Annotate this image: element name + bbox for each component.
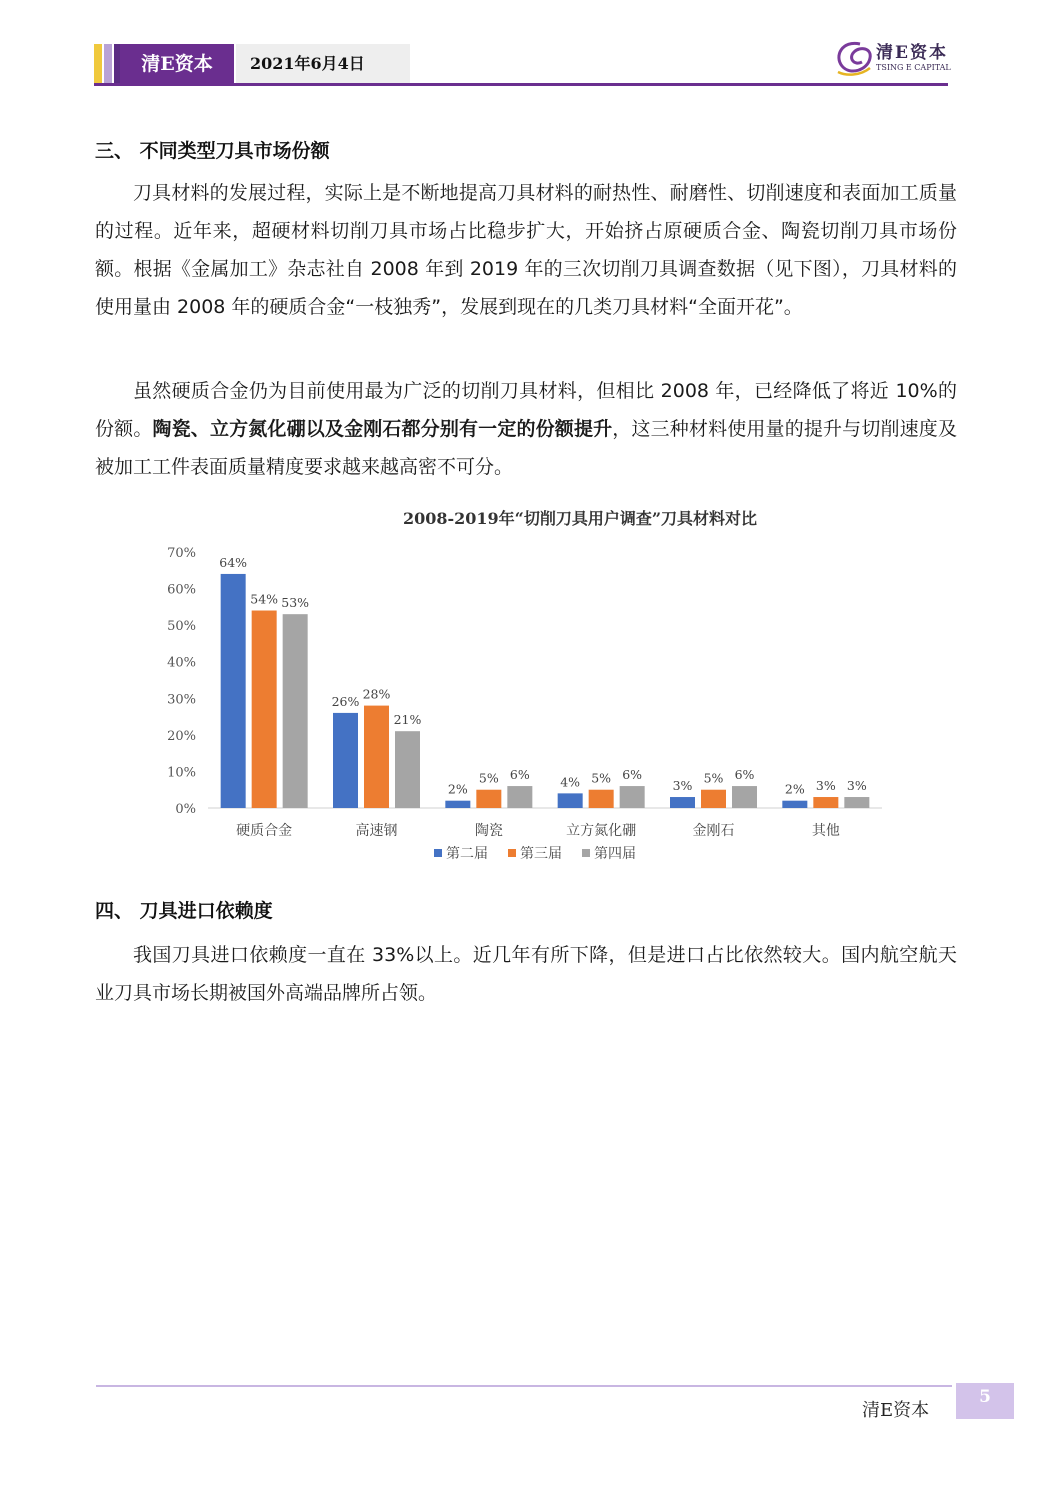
bar bbox=[333, 713, 358, 808]
header-brand: 清E资本 bbox=[120, 44, 234, 84]
y-tick-label: 60% bbox=[167, 582, 196, 598]
bar bbox=[589, 790, 614, 808]
logo-swirl-icon bbox=[830, 36, 876, 78]
legend-swatch bbox=[508, 849, 516, 857]
header-stripe-lavender bbox=[104, 44, 112, 84]
bar bbox=[670, 797, 695, 808]
legend-label: 第二届 bbox=[446, 846, 488, 862]
bar bbox=[445, 801, 470, 808]
bar bbox=[252, 611, 277, 808]
bar-value-label: 2% bbox=[447, 781, 468, 797]
x-category-label: 立方氮化硼 bbox=[566, 823, 637, 839]
bar-value-label: 5% bbox=[703, 770, 724, 786]
bar-value-label: 5% bbox=[478, 770, 499, 786]
bar bbox=[221, 574, 246, 808]
y-tick-label: 30% bbox=[167, 692, 196, 708]
footer-divider bbox=[96, 1385, 952, 1387]
legend-label: 第三届 bbox=[520, 846, 562, 862]
bar-value-label: 4% bbox=[560, 774, 581, 790]
header-divider bbox=[94, 83, 948, 86]
bar bbox=[283, 614, 308, 808]
bar-value-label: 28% bbox=[362, 686, 391, 702]
header-stripe-yellow bbox=[94, 44, 102, 84]
paragraph-text: 虽然硬质合金仍为目前使用最为广泛的切削刀具材料，但相比 2008 年，已经降低了将近 10%的份额。 bbox=[95, 380, 957, 440]
paragraph-import-dependency: 我国刀具进口依赖度一直在 33%以上。近几年有所下降，但是进口占比依然较大。国内航空航天业刀具市场长期被国外高端品牌所占领。 bbox=[95, 944, 957, 1004]
y-tick-label: 50% bbox=[167, 619, 196, 635]
logo-text-cn: 清E资本 bbox=[876, 43, 948, 63]
logo-text-en: TSING E CAPITAL bbox=[876, 63, 951, 72]
y-tick-label: 70% bbox=[167, 546, 196, 561]
section-heading-market-share: 三、 不同类型刀具市场份额 bbox=[95, 140, 330, 162]
bar-value-label: 5% bbox=[591, 770, 612, 786]
bar bbox=[364, 706, 389, 808]
footer-brand: 清E资本 bbox=[862, 1400, 930, 1421]
bar-value-label: 21% bbox=[393, 712, 422, 728]
legend-swatch bbox=[434, 849, 442, 857]
x-category-label: 其他 bbox=[811, 823, 840, 839]
bar bbox=[507, 786, 532, 808]
bar-value-label: 26% bbox=[331, 693, 360, 709]
bar bbox=[701, 790, 726, 808]
bar-value-label: 2% bbox=[784, 781, 805, 797]
bar-value-label: 6% bbox=[622, 767, 643, 783]
bar bbox=[782, 801, 807, 808]
bar bbox=[813, 797, 838, 808]
y-tick-label: 40% bbox=[167, 655, 196, 671]
legend-label: 第四届 bbox=[594, 846, 636, 862]
bar bbox=[558, 793, 583, 808]
bar-value-label: 64% bbox=[219, 554, 248, 570]
bar-value-label: 6% bbox=[509, 767, 530, 783]
company-logo bbox=[830, 36, 950, 78]
y-tick-label: 20% bbox=[167, 728, 196, 744]
bar-value-label: 6% bbox=[734, 767, 755, 783]
paragraph-text: ，这三种材料使用量的提升与切削速度及被加工工件表面质量精度要求越来越高密不可分。 bbox=[95, 418, 957, 478]
x-category-label: 硬质合金 bbox=[236, 823, 293, 839]
bar bbox=[395, 731, 420, 808]
bar bbox=[620, 786, 645, 808]
bar bbox=[732, 786, 757, 808]
y-tick-label: 10% bbox=[167, 765, 196, 781]
x-category-label: 金刚石 bbox=[692, 823, 735, 839]
chart-title: 2008-2019年“切削刀具用户调查”刀具材料对比 bbox=[402, 509, 758, 528]
paragraph-emphasis: 陶瓷、立方氮化硼以及金刚石都分别有一定的份额提升 bbox=[152, 418, 613, 440]
bar-value-label: 3% bbox=[815, 778, 836, 794]
paragraph-material-development: 刀具材料的发展过程，实际上是不断地提高刀具材料的耐热性、耐磨性、切削速度和表面加工质量的过程。近年来，超硬材料切削刀具市场占比稳步扩大，开始挤占原硬质合金、陶瓷切削刀具市场份额。根据《金属加工》杂志社自 2008 年到 2019 年的三次切削刀具调查数据（见下图），刀具材料的使用量由 2008 年的硬质合金“一枝独秀”，发展到现在的几类刀具材料“全面开花”。 bbox=[95, 182, 957, 318]
legend-swatch bbox=[582, 849, 590, 857]
bar-value-label: 3% bbox=[672, 778, 693, 794]
header-date: 2021年6月4日 bbox=[236, 44, 410, 84]
y-tick-label: 0% bbox=[175, 802, 196, 817]
bar-value-label: 53% bbox=[281, 595, 310, 611]
x-category-label: 高速钢 bbox=[355, 823, 398, 839]
bar-value-label: 3% bbox=[846, 778, 867, 794]
bar-value-label: 54% bbox=[250, 591, 279, 607]
x-category-label: 陶瓷 bbox=[474, 823, 503, 839]
paragraph-share-change bbox=[95, 372, 957, 486]
bar bbox=[844, 797, 869, 808]
bar bbox=[476, 790, 501, 808]
section-heading-import-dependency: 四、 刀具进口依赖度 bbox=[95, 900, 273, 922]
material-share-bar-chart bbox=[150, 540, 910, 870]
page-number: 5 bbox=[956, 1383, 1014, 1419]
